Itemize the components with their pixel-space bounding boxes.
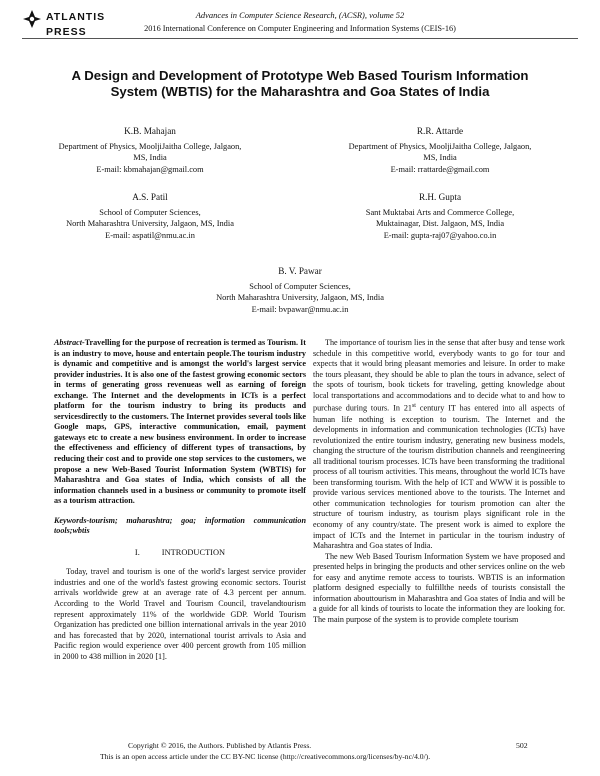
author-affiliation: School of Computer Sciences, xyxy=(99,207,201,217)
copyright-notice: Copyright © 2016, the Authors. Published by Atlantis Press. xyxy=(128,741,312,750)
abstract xyxy=(54,338,306,507)
section-heading xyxy=(54,548,306,559)
license-notice: This is an open access article under the CC BY-NC license (http://creativecommons.org/licenses/by-nc/4.0/). xyxy=(100,752,431,761)
paper-title xyxy=(40,68,560,100)
author-affiliation: Department of Physics, MooljiJaitha College, Jalgaon, xyxy=(58,141,242,151)
author-affiliation: Sant Muktabai Arts and Commerce College, xyxy=(365,207,515,217)
author-email: E-mail: kbmahajan@gmail.com xyxy=(96,164,204,174)
title-line-2: System (WBTIS) for the Maharashtra and Goa States of India xyxy=(110,84,490,99)
author-email: E-mail: aspatil@nmu.ac.in xyxy=(105,230,195,240)
intro-paragraph: Today, travel and tourism is one of the world's largest service provider industries and one of the world's fastest growing economic sectors. Tourist arrivals worldwide grew at an average rate of 4.3 percent per annum. According to the World Travel and Tourism Council, travelandtourism represent approximately 11% of the worldwide GDP. World Tourism Organization has predicted one billion international arrivals in the year 2010 and has forecasted that by 2020, international tourist arrivals to Asia and Pacific region would experience over 400 percent growth from 105 million in 2000 to 438 million in 2020 [1]. xyxy=(54,567,306,661)
body-paragraph: The new Web Based Tourism Information System we have proposed and presented helps in bringing the products and other services online on the web for easy and anytime remote access to tourists. WBTIS is an information platform designed especially to fulfillthe needs of tourists consistall the information abouttourism in Maharashtra and Goa states of India and will be a guide for all kinds of tourists to locate the information they are looking for. The main purpose of the system is to provide complete tourism xyxy=(313,551,565,624)
author-block xyxy=(170,266,430,315)
publisher-line2: PRESS xyxy=(46,26,87,38)
author-email: E-mail: bvpawar@nmu.ac.in xyxy=(251,304,349,314)
publisher-line1: ATLANTIS xyxy=(46,11,106,23)
author-affiliation: Muktainagar, Dist. Jalgaon, MS, India xyxy=(375,219,505,229)
author-name: K.B. Mahajan xyxy=(124,126,176,136)
title-line-1: A Design and Development of Prototype Web Based Tourism Information xyxy=(71,68,529,83)
series-header: Advances in Computer Science Research, (ACSR), volume 52 xyxy=(195,10,405,20)
author-block xyxy=(320,126,560,175)
body-text: century IT has entered into all aspects of human life nothing is exception to tourism. The Internet and the developments in information and communication technologies (ICTs) have revolutionized the entire tourism industry, generating new business models, changing the structure of the tourism distribution channels and reengineering all traditional tourism processes. ICTs have been transforming the traditional process of all tourism activities. This means, throughout the world ICTs have been transforming tourism. With the help of ICT and WWW it is possible to provide various services mentioned above to the tourists. The Internet and other communication technologies for tourism promotion can alter the structure of tourism industry, as tourism plays significant role in the economy of any country/state. The present work is aimed to explore the impact of ICTs and the Internet in particular in the tourism industry of Maharashtra and Goa states of India. xyxy=(313,404,565,551)
author-email: E-mail: rrattarde@gmail.com xyxy=(390,164,490,174)
author-name: R.H. Gupta xyxy=(418,192,462,202)
section-title: INTRODUCTION xyxy=(161,547,226,557)
author-name: A.S. Patil xyxy=(132,192,168,202)
abstract-text: Travelling for the purpose of recreation is termed as Tourism. It is an industry to move, house and entertain people.The tourism industry is dynamic and competitive and is amongst the world's largest service provider industries. It is also one of the fastest growing economic sectors in terms of generating gross revenueas well as earning of foreign exchange. The Internet and the developments in ICTs is a perfect platform for the tourism industry to bring its products and servicesdirectly to the customers. The Internet provides several tools like Google maps, GPS, interactive communication, email, payment gateways etc to create a new business environment. In order to increase the effectiveness and efficiency of different types of transactions, by reducing their cost and to provide one stop services to the customers, we propose a new Web-Based Tourist Information System (WBTIS) for Maharashtra and Goa states of India, which consists of all the information channels used in a business or community to promote itself as a tourism attraction. xyxy=(54,338,306,506)
author-affiliation: North Maharashtra University, Jalgaon, MS, India xyxy=(66,219,234,229)
page-number: 502 xyxy=(516,741,528,750)
author-name: B. V. Pawar xyxy=(278,266,322,276)
author-affiliation: North Maharashtra University, Jalgaon, MS, India xyxy=(216,293,384,303)
body-paragraph xyxy=(313,338,565,552)
superscript: st xyxy=(411,403,416,410)
keywords: Keywords-tourism; maharashtra; goa; information communication tools;wbtis xyxy=(54,515,306,536)
author-name: R.R. Attarde xyxy=(416,126,464,136)
author-block xyxy=(30,192,270,241)
author-affiliation: School of Computer Sciences, xyxy=(249,281,351,291)
author-block xyxy=(320,192,560,241)
author-affiliation: MS, India xyxy=(423,153,457,163)
author-affiliation: MS, India xyxy=(133,153,167,163)
author-block xyxy=(30,126,270,175)
right-column xyxy=(313,338,565,625)
left-column xyxy=(54,338,306,662)
body-text: The importance of tourism lies in the sense that after busy and tense work schedule in this competitive world, everybody wants to go for tour and expects that it would bring pleasant memories and leisure. In order to make the tours pleasant, they should be able to plan the tours in advance, select of the spots of tourism, book tickets for traveling, getting knowledge about local transportations and accommodations and to decide what to and how to purchase during tours. In 21 xyxy=(313,338,565,413)
author-affiliation: Department of Physics, MooljiJaitha College, Jalgaon, xyxy=(348,141,532,151)
conference-header: 2016 International Conference on Computer Engineering and Information Systems (CEIS-16) xyxy=(144,24,456,33)
abstract-label: Abstract- xyxy=(54,338,85,347)
author-email: E-mail: gupta-raj07@yahoo.co.in xyxy=(383,230,497,240)
header-divider xyxy=(22,38,578,39)
section-number: I. xyxy=(134,547,140,557)
